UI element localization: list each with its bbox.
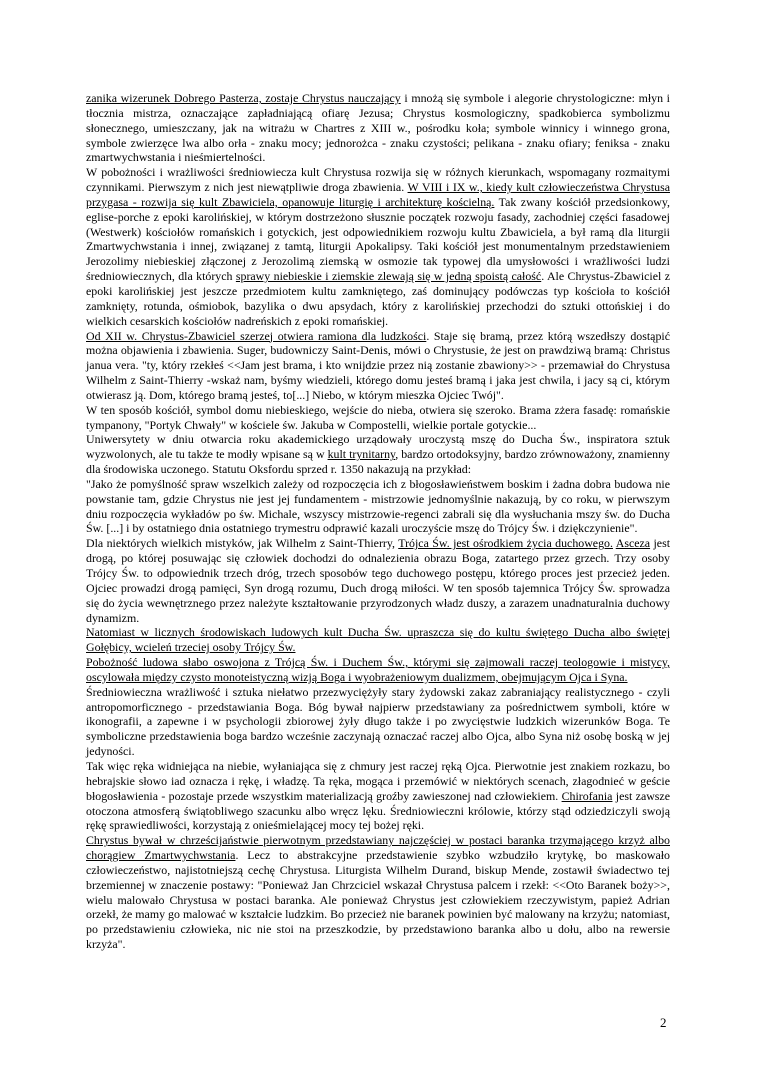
text-run: Średniowieczna wrażliwość i sztuka niełatwo przezwyciężyły stary żydowski zakaz zabraniający realistycznego - czyli antropomorficznego - przedstawiania Boga. Bóg bywał najpierw przedstawiany za pośrednictwem symboli, które w ikonografii, a zapewne i w psychologii zbiorowej żyły długo także i po zwycięstwie ludzkich wizerunków Boga. Te symboliczne przedstawienia boga bardzo wcześnie zaczynają oznaczać raczej albo Ojca, albo Syna niż osobę boską w jej jedyności. [86,684,670,759]
text-run: Dla niektórych wielkich mistyków, jak Wilhelm z Saint-Thierry, [86,536,399,551]
text-run: Uniwersytety w dniu otwarcia roku akademickiego urządowały uroczystą mszę do Ducha Św., inspiratora sztuk wyzwolonych, ale tu także te modły wpisane są w [86,432,670,462]
text-run: . Staje się bramą, przez którą wszedłszy dostąpić można objawienia i zbawienia. Suger, budowniczy Saint-Denis, mówi o Chrystusie, że jest on prawdziwą bramą: Christus janua vera. "ty, który rzekłeś <<Jam jest brama, i kto wnijdzie przez nią zostanie zbawiony>> - przemawiał do Chrystusa Wilhelm z Saint-Thierry -wskaż nam, byśmy wiedzieli, którego domu jesteś bramą i jaka jest chwila, i jacy są ci, którym otwierasz ją. Dom, którego bramą jesteś, to[...] Niebo, w którym mieszka Ojciec Twój". [86,328,670,402]
underlined-text: kult trynitarny [327,447,396,462]
paragraph [86,655,670,685]
underlined-text: Trójca Św. jest ośrodkiem życia duchowego. [398,536,613,551]
text-run: "Jako że pomyślność spraw wszelkich zależy od rozpoczęcia ich z błogosławieństwem boskim i żadna dobra budowa nie powstanie tam, gdzie Chrystus nie jest jej fundamentem - mistrzowie jednomyślnie nakazują, by co roku, w pierwszym dniu rozpoczęcia wykładów po św. Michale, wszyscy mistrzowie-regenci zabrali się dla wysłuchania mszy św. do Ducha Św. [...] i by ostatniego dnia ostatniego trymestru odprawić kazali uroczyście mszę do Trójcy Św. i dziękczynienie". [86,476,670,536]
text-run: W pobożności i wrażliwości średniowiecza kult Chrystusa rozwija się w różnych kierunkach, wspomagany rozmaitymi czynnikami. Pierwszym z nich jest niewątpliwie droga zbawienia. [86,165,670,195]
underlined-text: zanika wizerunek Dobrego Pasterza, zostaje Chrystus nauczający [86,91,401,105]
underlined-text: sprawy niebieskie i ziemskie zlewają się w jedną spoistą całość [235,269,542,284]
text-run: . Ale Chrystus-Zbawiciel z epoki karolińskiej jest jeszcze przedmiotem kultu zamkniętego, zaś dominujący podówczas typ kościoła to kościół zamknięty, rotunda, ośmiobok, bazylika o dwu apsydach, który z karolińskiej przechodzi do sztuki ottońskiej i do wielkich cesarskich kościołów nadreńskich z epoki romańskiej. [86,269,670,328]
paragraph [86,329,670,403]
paragraph [86,625,670,655]
text-run: i mnożą się symbole i alegorie chrystologiczne: młyn i tłocznia mistrza, oznaczające zapładniającą ofiarę Jezusa; Chrystus kosmologiczny, spadkobierca symbolizmu słonecznego, umieszczany, jak na witrażu w Chartres z XIII w., pośrodku koła; symbole winnicy i winnego grona, symbole zwierzęce lwa albo orła - znaku mocy; jednorożca - znaku czystości; pelikana - znaku ofiary; feniksa - znaku zmartwychwstania i nieśmiertelności. [86,91,670,165]
text-run: jest drogą, po której posuwając się człowiek dochodzi do odnalezienia obrazu Boga, zatartego przez grzech. Trzy osoby Trójcy Św. to odpowiednik trzech dróg, trzech sposobów tego duchowego postępu, którego proces jest przecież jeden. Ojciec prowadzi drogą pamięci, Syn drogą rozumu, Duch drogą miłości. W ten sposób tajemnica Trójcy Św. sprowadza się do życia wewnętrznego przez należyte kształtowanie przyrodzonych władz duszy, a zarazem unadnaturalnia duchowy dynamizm. [86,536,670,625]
paragraph [86,432,670,477]
paragraph [86,536,670,625]
page-number: 2 [660,1015,667,1030]
text-run: W ten sposób kościół, symbol domu niebieskiego, wejście do nieba, otwiera się szeroko. Brama zżera fasadę: romańskie tympanony, "Portyk Chwały" w kościele św. Jakuba w Compostelli, wielkie portale gotyckie... [86,402,670,432]
underlined-text: Natomiast w licznych środowiskach ludowych kult Ducha Św. upraszcza się do kultu świętego Ducha albo świętej Gołębicy, wcieleń trzeciej osoby Trójcy Św. [86,625,670,655]
paragraph [86,91,670,165]
text-run: jest zawsze otoczona atmosferą świątobliwego szacunku albo wręcz lęku. Średniowieczni królowie, którzy stąd odziedziczyli swoją rękę sprawiedliwości, korzystają z onieśmielającej mocy tej bożej ręki. [86,788,670,833]
body-text [86,91,670,952]
text-run: Tak więc ręka widniejąca na niebie, wyłaniająca się z chmury jest raczej ręką Ojca. Pierwotnie jest znakiem rozkazu, bo hebrajskie słowo iad oznacza i rękę, i władzę. Ta ręka, mogąca i przemówić w niektórych scenach, złagodnieć w geście błogosławienia - pozostaje przede wszystkim materializacją groźby zawieszonej nad człowiekiem. [86,758,670,803]
paragraph [86,403,670,433]
text-run: , bardzo ortodoksyjny, bardzo zrównoważony, znamienny dla środowiska uczonego. Statutu Oksfordu sprzed r. 1350 nakazują na przykład: [86,447,671,477]
underlined-text: W VIII i IX w., kiedy kult człowieczeństwa Chrystusa przygasa - rozwija się kult Zbawiciela, opanowuje liturgię i architekturę kościelną. [86,180,670,209]
paragraph [86,759,670,833]
text-run: Tak zwany kościół przedsionkowy, eglise-porche z epoki karolińskiej, w którym dostrzeżono słusznie początek rozwoju fasady, zachodniej części fasadowej (Westwerk) kościołów romańskich i gotyckich, jest odpowiednikiem rozwoju kultu Zbawiciela, a był ramą dla liturgii Zmartwychwstania i innej, związanej z tamtą, liturgii Apokalipsy. Taki kościół jest monumentalnym przedstawieniem Jerozolimy niebieskiej złączonej z Jerozolimą ziemską w osmozie tak typowej dla umysłowości i wrażliwości ludzi średniowiecznych, dla których [86,194,670,284]
text-run: . Lecz to abstrakcyjne przedstawienie szybko wzbudziło krytykę, bo maskowało człowieczeństwo, najistotniejszą cechę Chrystusa. Liturgista Wilhelm Durand, biskup Mende, zostawił świadectwo tej brzemiennej w znaczenie postawy: "Ponieważ Jan Chrzciciel wskazał Chrystusa palcem i rzekł: <<Oto Baranek boży>>, wielu malowało Chrystusa w postaci baranka. Ale ponieważ Chrystus jest człowiekiem rzeczywistym, papież Adrian orzekł, że mamy go malować w kształcie ludzkim. Bo przecież nie baranek powinien być malowany na krzyżu; natomiast, po przedstawieniu człowieka, nic nie stoi na przeszkodzie, by przedstawiono baranka albo u dołu, albo na rewersie krzyża". [86,848,671,952]
paragraph [86,477,670,536]
underlined-text: Od XII w. Chrystus-Zbawiciel szerzej otwiera ramiona dla ludzkości [86,328,427,343]
paragraph [86,685,670,759]
underlined-text: Chirofania [561,788,613,803]
underlined-text: Chrystus bywał w chrześcijaństwie pierwotnym przedstawiany najczęściej w postaci baranka trzymającego krzyż albo chorągiew Zmartwychwstania [86,833,670,863]
underlined-text: Asceza [615,536,651,551]
paragraph [86,165,670,328]
paragraph [86,833,670,952]
underlined-text: Pobożność ludowa słabo oswojona z Trójcą Św. i Duchem Św., którymi się zajmowali raczej teologowie i mistycy, oscylowała między czysto monoteistyczną wizją Boga i wyobrażeniowym dualizmem, obejmującym Ojca i Syna. [86,655,670,684]
